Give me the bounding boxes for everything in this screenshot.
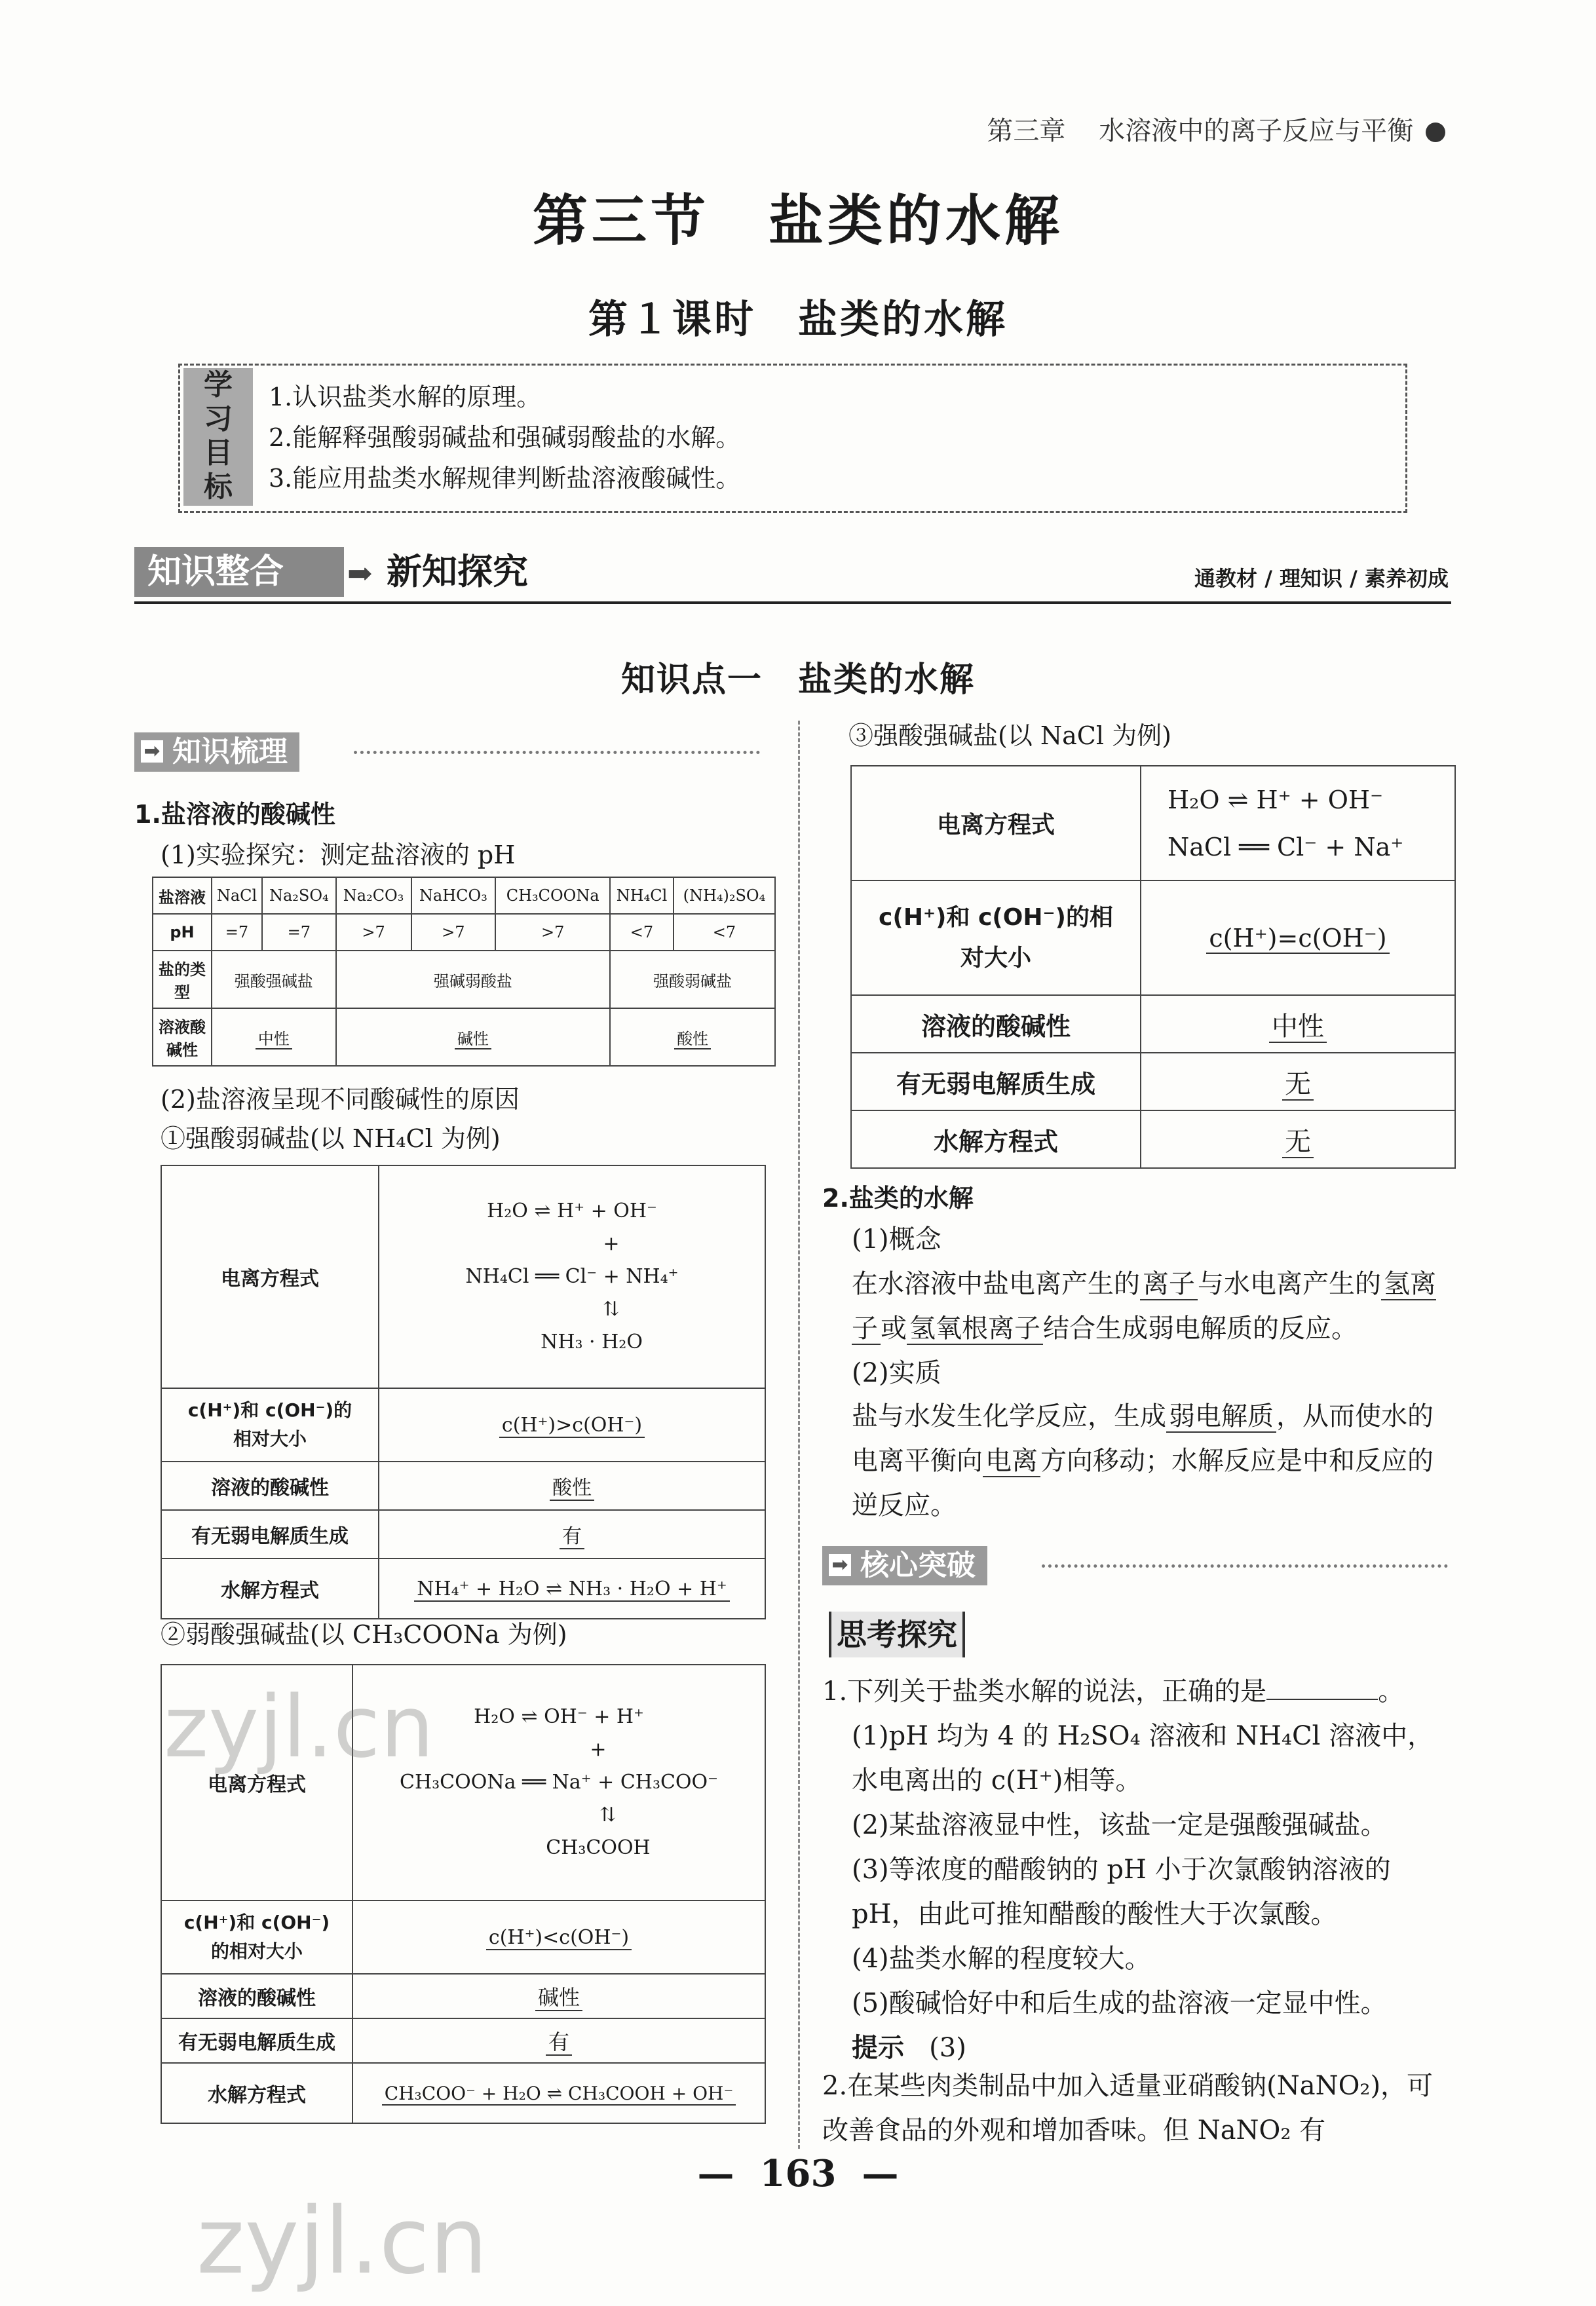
table-cell: CH₃COONa bbox=[495, 877, 610, 914]
value-cell bbox=[1141, 1110, 1455, 1168]
value-cell bbox=[379, 1462, 765, 1510]
table-header: pH bbox=[153, 914, 212, 951]
heading: 1.盐溶液的酸碱性 bbox=[134, 800, 335, 829]
answer: 碱性 bbox=[455, 1030, 491, 1049]
answer: 酸性 bbox=[550, 1477, 594, 1501]
goal-item: 3.能应用盐类水解规律判断盐溶液酸碱性。 bbox=[269, 464, 741, 493]
row-label: c(H⁺)和 c(OH⁻)的相对大小 bbox=[851, 880, 1141, 995]
row-label: 溶液的酸碱性 bbox=[161, 1974, 352, 2018]
value-cell bbox=[1141, 880, 1455, 995]
option-item: (2)某盐溶液显中性，该盐一定是强酸强碱盐。 bbox=[852, 1810, 1387, 1840]
value-cell bbox=[352, 1900, 765, 1974]
table-header: 盐溶液 bbox=[153, 877, 212, 914]
table-cell bbox=[336, 1008, 611, 1066]
subheading: ③强酸强碱盐(以 NaCl 为例) bbox=[848, 721, 1171, 750]
value-cell bbox=[352, 2018, 765, 2063]
table-cell: Na₂SO₄ bbox=[262, 877, 336, 914]
value-cell bbox=[1141, 995, 1455, 1053]
lesson-title: 第１课时 盐类的水解 bbox=[588, 297, 1008, 343]
row-label: 有无弱电解质生成 bbox=[161, 2018, 352, 2063]
band-divider bbox=[134, 601, 1451, 604]
table-cell bbox=[610, 1008, 775, 1066]
plus-sign: + bbox=[590, 1738, 607, 1761]
text: 。 bbox=[1378, 1676, 1405, 1707]
subheading: ②弱酸强碱盐(以 CH₃COONa 为例) bbox=[161, 1620, 567, 1649]
table-cell: NaHCO₃ bbox=[411, 877, 496, 914]
answer: 有 bbox=[546, 2030, 572, 2056]
equation: NH₃ · H₂O bbox=[541, 1331, 643, 1353]
row-label: c(H⁺)和 c(OH⁻)的相对大小 bbox=[161, 1900, 352, 1974]
answer: c(H⁺)<c(OH⁻) bbox=[486, 1926, 632, 1950]
watermark: zyjl.cn bbox=[197, 2188, 488, 2295]
subheading: (2)实质 bbox=[852, 1358, 941, 1388]
equation: NaCl ══ Cl⁻ + Na⁺ bbox=[1168, 832, 1404, 861]
table-cell: =7 bbox=[212, 914, 262, 951]
bullet-icon bbox=[1426, 123, 1445, 142]
nacl-table bbox=[850, 765, 1456, 1169]
row-label: 水解方程式 bbox=[161, 2063, 352, 2123]
value-cell bbox=[352, 1974, 765, 2018]
concept-paragraph bbox=[852, 1262, 1454, 1351]
answer: NH₄⁺ + H₂O ⇌ NH₃ · H₂O + H⁺ bbox=[414, 1578, 730, 1602]
ph-table bbox=[152, 877, 776, 1067]
row-label: 水解方程式 bbox=[851, 1110, 1141, 1168]
goal-item: 1.认识盐类水解的原理。 bbox=[269, 383, 542, 411]
answer: 酸性 bbox=[674, 1030, 711, 1049]
table-cell: Na₂CO₃ bbox=[336, 877, 411, 914]
goals-tag-text: 学习目标 bbox=[204, 368, 233, 504]
table-cell: 强酸弱碱盐 bbox=[610, 951, 775, 1008]
answer: 中性 bbox=[256, 1030, 292, 1049]
row-label: 溶液的酸碱性 bbox=[161, 1462, 379, 1510]
plus-sign: + bbox=[603, 1232, 620, 1255]
equation: CH₃COONa ══ Na⁺ + CH₃COO⁻ bbox=[400, 1771, 718, 1794]
answer: 无 bbox=[1282, 1069, 1314, 1101]
equation: NH₄Cl ══ Cl⁻ + NH₄⁺ bbox=[465, 1265, 679, 1288]
row-label: 有无弱电解质生成 bbox=[851, 1053, 1141, 1110]
value-cell bbox=[352, 2063, 765, 2123]
table-cell: 强酸强碱盐 bbox=[212, 951, 336, 1008]
text: 与水电离产生的 bbox=[1198, 1269, 1381, 1299]
subsection-tag bbox=[134, 732, 299, 772]
chapter-label: 第三章 bbox=[987, 116, 1066, 146]
equation: H₂O ⇌ H⁺ + OH⁻ bbox=[1168, 785, 1384, 814]
text: 在水溶液中盐电离产生的 bbox=[852, 1269, 1140, 1299]
answer: 有 bbox=[560, 1525, 584, 1549]
subheading: (1)实验探究：测定盐溶液的 pH bbox=[161, 841, 516, 869]
answer: 无 bbox=[1282, 1127, 1314, 1158]
arrow-box-icon: ➡ bbox=[141, 740, 163, 763]
learning-goals-list bbox=[269, 377, 740, 499]
answer: 氢氧根离子 bbox=[907, 1314, 1043, 1345]
knowledge-point-title: 知识点一 盐类的水解 bbox=[620, 660, 975, 700]
row-label: 电离方程式 bbox=[161, 1165, 379, 1388]
answer: 中性 bbox=[1269, 1011, 1327, 1043]
answer: CH₃COO⁻ + H₂O ⇌ CH₃COOH + OH⁻ bbox=[382, 2083, 736, 2106]
text: 或 bbox=[881, 1314, 907, 1344]
band-label: 知识整合 bbox=[134, 547, 344, 597]
table-cell: NaCl bbox=[212, 877, 262, 914]
goal-item: 2.能解释强酸弱碱盐和强碱弱酸盐的水解。 bbox=[269, 423, 741, 452]
learning-goals-tag bbox=[183, 368, 253, 506]
text: 盐与水发生化学反应，生成 bbox=[852, 1401, 1166, 1431]
value-cell bbox=[379, 1388, 765, 1462]
table-cell: (NH₄)₂SO₄ bbox=[674, 877, 775, 914]
table-cell: >7 bbox=[336, 914, 411, 951]
option-item: (5)酸碱恰好中和后生成的盐溶液一定显中性。 bbox=[852, 1988, 1387, 2018]
running-header bbox=[987, 110, 1445, 147]
text: 方向移动；水解反应是中和反应的逆反应。 bbox=[852, 1446, 1434, 1521]
heading: 2.盐类的水解 bbox=[822, 1184, 974, 1213]
band-title: 新知探究 bbox=[387, 551, 528, 592]
page-number-text: 163 bbox=[759, 2152, 837, 2195]
value-cell bbox=[1141, 1053, 1455, 1110]
equilibrium-arrow-icon: ⇅ bbox=[603, 1298, 620, 1321]
value-cell bbox=[379, 1510, 765, 1559]
subsection-tag-text: 知识梳理 bbox=[172, 735, 288, 768]
answer: c(H⁺)>c(OH⁻) bbox=[499, 1414, 645, 1438]
value-cell bbox=[379, 1559, 765, 1619]
row-label: 水解方程式 bbox=[161, 1559, 379, 1619]
dotted-rule bbox=[1042, 1564, 1448, 1570]
think-label: 思考探究 bbox=[829, 1612, 965, 1657]
dotted-rule bbox=[354, 751, 760, 757]
arrow-box-icon: ➡ bbox=[829, 1554, 851, 1576]
chapter-title: 水溶液中的离子反应与平衡 bbox=[1099, 116, 1414, 146]
table-cell: 强碱弱酸盐 bbox=[336, 951, 611, 1008]
row-label: 溶液的酸碱性 bbox=[851, 995, 1141, 1053]
hint-label: 提示 bbox=[852, 2033, 904, 2063]
question-options bbox=[852, 1714, 1454, 2070]
answer: 碱性 bbox=[535, 1985, 582, 2011]
table-cell: NH₄Cl bbox=[610, 877, 674, 914]
table-cell: >7 bbox=[411, 914, 496, 951]
text: 结合生成弱电解质的反应。 bbox=[1043, 1314, 1358, 1344]
answer: 离子 bbox=[1140, 1269, 1198, 1300]
answer: 氢离子 bbox=[852, 1269, 1436, 1344]
question-stem: 1.下列关于盐类水解的说法，正确的是 bbox=[822, 1676, 1267, 1707]
subsection-tag-text: 核心突破 bbox=[860, 1549, 976, 1582]
table-cell: <7 bbox=[674, 914, 775, 951]
row-label: 有无弱电解质生成 bbox=[161, 1510, 379, 1559]
page-number: — 163 — bbox=[697, 2152, 899, 2195]
option-item: (1)pH 均为 4 的 H₂SO₄ 溶液和 NH₄Cl 溶液中，水电离出的 c(H⁺)相等。 bbox=[852, 1721, 1434, 1796]
subheading: (2)盐溶液呈现不同酸碱性的原因 bbox=[161, 1085, 520, 1114]
table-header: 盐的类型 bbox=[153, 951, 212, 1008]
equation: CH₃COOH bbox=[546, 1836, 651, 1859]
equation-cell bbox=[379, 1165, 765, 1388]
table-cell: >7 bbox=[495, 914, 610, 951]
equation-cell bbox=[1141, 766, 1455, 880]
essence-paragraph bbox=[852, 1394, 1454, 1528]
equilibrium-arrow-icon: ⇅ bbox=[599, 1804, 617, 1826]
table-cell bbox=[212, 1008, 336, 1066]
table-cell: =7 bbox=[262, 914, 336, 951]
question-2: 2.在某些肉类制品中加入适量亚硝酸钠(NaNO₂)，可改善食品的外观和增加香味。但 NaNO₂ 有 bbox=[822, 2071, 1434, 2145]
answer-blank bbox=[1266, 1673, 1378, 1700]
table-cell: <7 bbox=[610, 914, 674, 951]
row-label: 电离方程式 bbox=[161, 1665, 352, 1900]
table-header: 溶液酸碱性 bbox=[153, 1008, 212, 1066]
subheading: ①强酸弱碱盐(以 NH₄Cl 为例) bbox=[161, 1124, 501, 1153]
question-1 bbox=[822, 1669, 1454, 1714]
watermark: zyjl.cn bbox=[164, 1677, 434, 1777]
subsection-tag bbox=[822, 1546, 987, 1585]
nh4cl-table bbox=[161, 1165, 766, 1619]
row-label: 电离方程式 bbox=[851, 766, 1141, 880]
arrow-right-icon: ➡ bbox=[347, 556, 373, 591]
answer: 电离 bbox=[983, 1446, 1040, 1477]
column-divider bbox=[798, 721, 800, 2149]
hint-value: (3) bbox=[929, 2033, 966, 2063]
option-item: (3)等浓度的醋酸钠的 pH 小于次氯酸钠溶液的 pH，由此可推知醋酸的酸性大于次氯酸。 bbox=[852, 1855, 1391, 1929]
answer: c(H⁺)=c(OH⁻) bbox=[1206, 924, 1389, 954]
equation: H₂O ⇌ H⁺ + OH⁻ bbox=[487, 1200, 657, 1222]
band-subtitle: 通教材 / 理知识 / 素养初成 bbox=[1194, 566, 1449, 591]
subheading: (1)概念 bbox=[852, 1224, 941, 1255]
answer: 弱电解质 bbox=[1166, 1401, 1276, 1433]
equation: H₂O ⇌ OH⁻ + H⁺ bbox=[474, 1705, 644, 1728]
option-item: (4)盐类水解的程度较大。 bbox=[852, 1944, 1151, 1974]
text: ，从而使水的电离平衡向 bbox=[852, 1401, 1434, 1476]
section-title: 第三节 盐类的水解 bbox=[532, 189, 1063, 253]
row-label: c(H⁺)和 c(OH⁻)的相对大小 bbox=[161, 1388, 379, 1462]
